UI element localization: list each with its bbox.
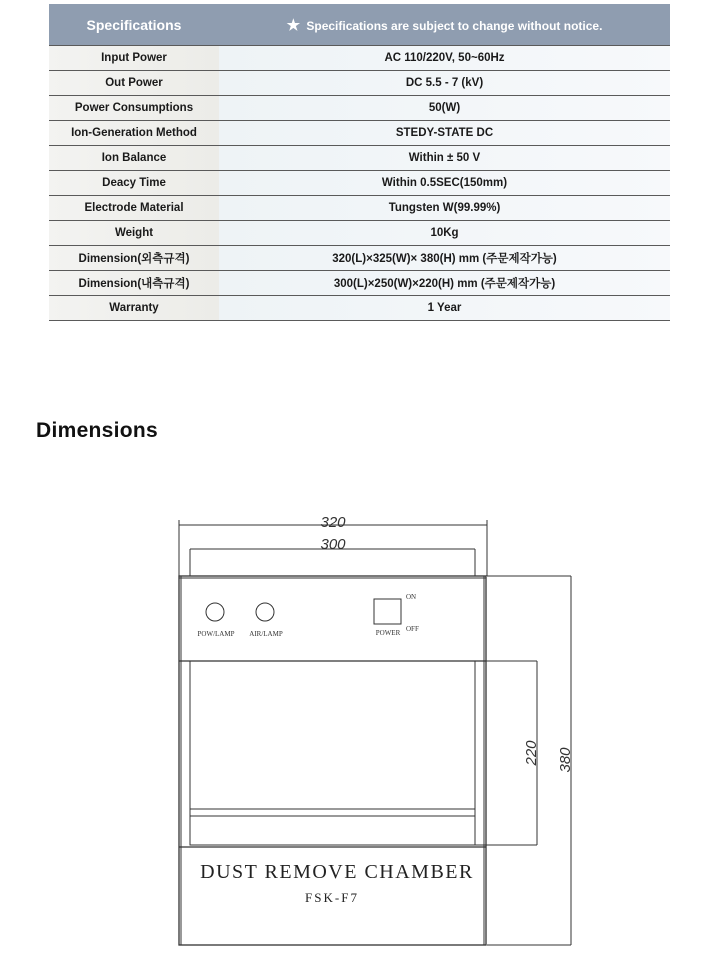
viewing-window: [190, 661, 475, 845]
spec-value: Within ± 50 V: [219, 146, 670, 171]
spec-value: STEDY-STATE DC: [219, 121, 670, 146]
spec-value: DC 5.5 - 7 (kV): [219, 71, 670, 96]
table-row: [49, 96, 670, 121]
outer-height-label: 380: [557, 747, 574, 773]
spec-label: Input Power: [49, 46, 219, 71]
spec-value: Within 0.5SEC(150mm): [219, 171, 670, 196]
spec-label: Warranty: [49, 296, 219, 321]
spec-label: Ion-Generation Method: [49, 121, 219, 146]
spec-label: Out Power: [49, 71, 219, 96]
spec-value: 10Kg: [219, 221, 670, 246]
air-lamp-label: AIR/LAMP: [249, 630, 283, 638]
table-row: [49, 246, 670, 271]
pow-lamp-knob-icon: [206, 603, 224, 621]
spec-value: 320(L)×325(W)× 380(H) mm (주문제작가능): [219, 246, 670, 271]
table-row: [49, 121, 670, 146]
specifications-header: [49, 4, 670, 45]
model-name: FSK-F7: [305, 890, 359, 905]
table-row: [49, 196, 670, 221]
spec-table: [49, 45, 670, 321]
spec-label: Dimension(내측규격): [49, 271, 219, 296]
table-row: [49, 71, 670, 96]
power-label: POWER: [375, 629, 401, 637]
spec-value: 300(L)×250(W)×220(H) mm (주문제작가능): [219, 271, 670, 296]
dimensions-title: Dimensions: [36, 419, 159, 442]
table-row: [49, 171, 670, 196]
air-lamp-knob-icon: [256, 603, 274, 621]
switch-off-label: OFF: [406, 625, 419, 633]
inner-width-label: 300: [320, 536, 346, 553]
specifications-note: [219, 16, 670, 34]
spec-label: Dimension(외측규격): [49, 246, 219, 271]
spec-value: 1 Year: [219, 296, 670, 321]
spec-label: Ion Balance: [49, 146, 219, 171]
table-row: [49, 221, 670, 246]
spec-value: AC 110/220V, 50~60Hz: [219, 46, 670, 71]
table-row: [49, 271, 670, 296]
table-row: [49, 146, 670, 171]
spec-label: Power Consumptions: [49, 96, 219, 121]
spec-label: Deacy Time: [49, 171, 219, 196]
chamber-name: DUST REMOVE CHAMBER: [200, 861, 474, 883]
power-switch-icon: [374, 599, 401, 624]
specifications-title: Specifications: [86, 16, 182, 33]
spec-value: Tungsten W(99.99%): [219, 196, 670, 221]
star-icon: ★: [286, 16, 301, 34]
dimension-drawing: [0, 480, 718, 980]
outer-width-label: 320: [320, 514, 346, 531]
specifications-table: [49, 4, 670, 321]
spec-label: Electrode Material: [49, 196, 219, 221]
spec-label: Weight: [49, 221, 219, 246]
table-row: [49, 46, 670, 71]
spec-value: 50(W): [219, 96, 670, 121]
switch-on-label: ON: [406, 593, 417, 601]
inner-height-label: 220: [523, 740, 540, 766]
specifications-note-text: Specifications are subject to change without notice.: [306, 18, 603, 33]
pow-lamp-label: POW/LAMP: [197, 630, 235, 638]
table-row: [49, 296, 670, 321]
